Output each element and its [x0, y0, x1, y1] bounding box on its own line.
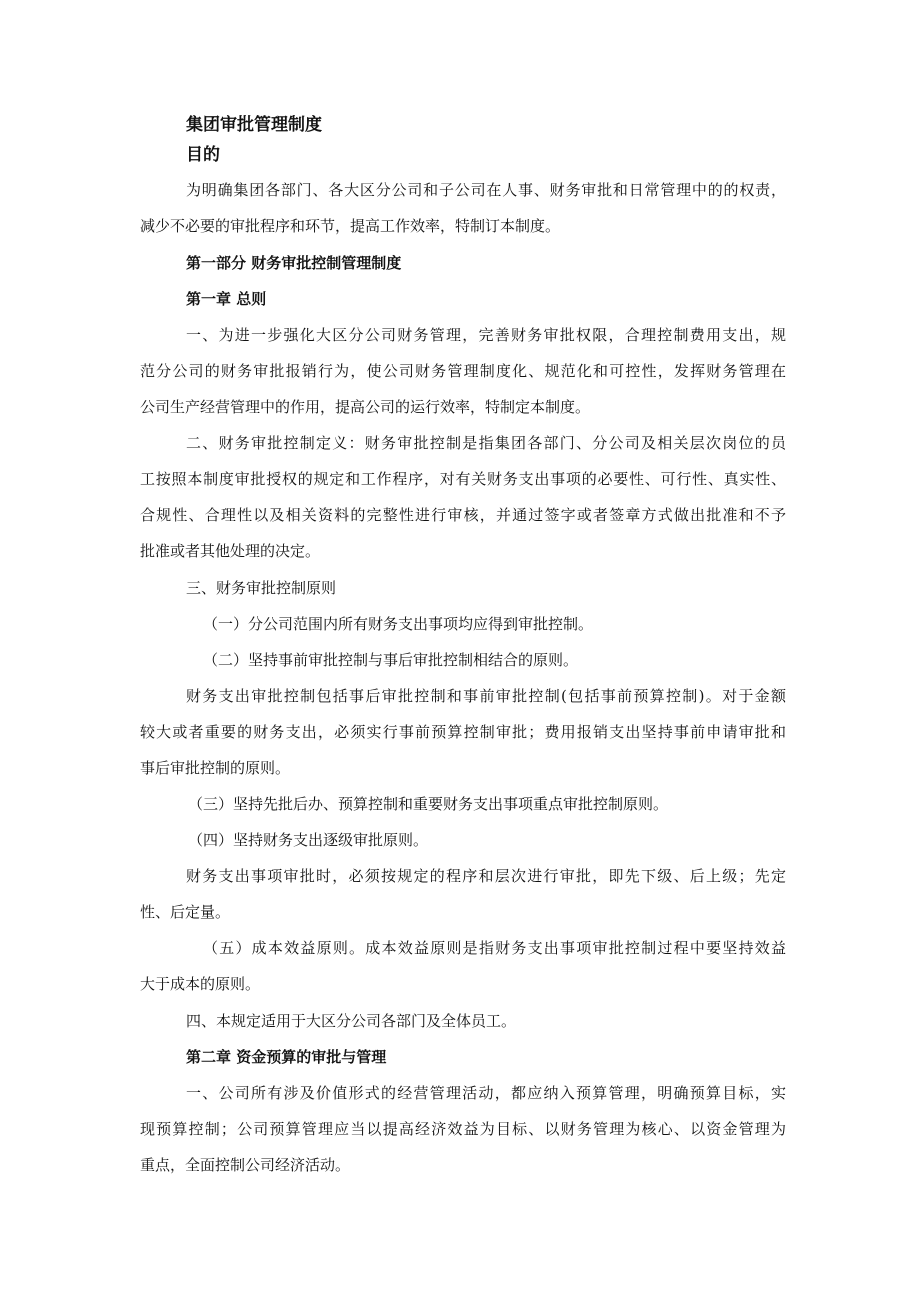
purpose-heading: 目的 [186, 145, 220, 165]
principle-4-note-line-2: 性、后定量。 [140, 903, 231, 921]
principle-2: （二）坚持事前审批控制与事后审批控制相结合的原则。 [203, 651, 579, 669]
article-1-line-2: 范分公司的财务审批报销行为，使公司财务管理制度化、规范化和可控性，发挥财务管理在 [140, 362, 786, 380]
document-title: 集团审批管理制度 [186, 115, 322, 135]
principle-2-note-line-2: 较大或者重要的财务支出，必须实行事前预算控制审批；费用报销支出坚持事前申请审批和 [140, 723, 786, 741]
principle-5-line-1: （五）成本效益原则。成本效益原则是指财务支出事项审批控制过程中要坚持效益 [203, 939, 786, 957]
article-2-line-3: 合规性、合理性以及相关资料的完整性进行审核，并通过签字或者签章方式做出批准和不予 [140, 506, 786, 524]
principle-1: （一）分公司范围内所有财务支出事项均应得到审批控制。 [203, 615, 594, 633]
article-3-heading: 三、财务审批控制原则 [186, 579, 337, 597]
article-2-line-2: 工按照本制度审批授权的规定和工作程序，对有关财务支出事项的必要性、可行性、真实性、 [140, 470, 786, 488]
article-2-line-4: 批准或者其他处理的决定。 [140, 542, 321, 560]
article-1-line-3: 公司生产经营管理中的作用，提高公司的运行效率，特制定本制度。 [140, 398, 591, 416]
principle-3: （三）坚持先批后办、预算控制和重要财务支出事项重点审批控制原则。 [188, 795, 669, 813]
purpose-paragraph-line-1: 为明确集团各部门、各大区分公司和子公司在人事、财务审批和日常管理中的的权责， [186, 181, 786, 199]
principle-2-note-line-1: 财务支出审批控制包括事后审批控制和事前审批控制(包括事前预算控制)。对于金额 [186, 687, 786, 705]
chapter-two-heading: 第二章 资金预算的审批与管理 [186, 1048, 387, 1066]
principle-5-line-2: 大于成本的原则。 [140, 975, 261, 993]
article-1-line-1: 一、为进一步强化大区分公司财务管理，完善财务审批权限，合理控制费用支出，规 [186, 326, 786, 344]
part-one-heading: 第一部分 财务审批控制管理制度 [186, 254, 402, 272]
principle-4: （四）坚持财务支出逐级审批原则。 [188, 831, 429, 849]
article-2-line-1: 二、财务审批控制定义：财务审批控制是指集团各部门、分公司及相关层次岗位的员 [186, 434, 786, 452]
chapter-2-article-1-line-1: 一、公司所有涉及价值形式的经营管理活动，都应纳入预算管理，明确预算目标，实 [186, 1084, 786, 1102]
principle-4-note-line-1: 财务支出事项审批时，必须按规定的程序和层次进行审批，即先下级、后上级；先定 [186, 867, 786, 885]
chapter-one-heading: 第一章 总则 [186, 290, 267, 308]
chapter-2-article-1-line-3: 重点，全面控制公司经济活动。 [140, 1156, 351, 1174]
principle-2-note-line-3: 事后审批控制的原则。 [140, 759, 291, 777]
article-4: 四、本规定适用于大区分公司各部门及全体员工。 [186, 1012, 517, 1030]
purpose-paragraph-line-2: 减少不必要的审批程序和环节，提高工作效率，特制订本制度。 [140, 217, 561, 235]
chapter-2-article-1-line-2: 现预算控制；公司预算管理应当以提高经济效益为目标、以财务管理为核心、以资金管理为 [140, 1120, 786, 1138]
